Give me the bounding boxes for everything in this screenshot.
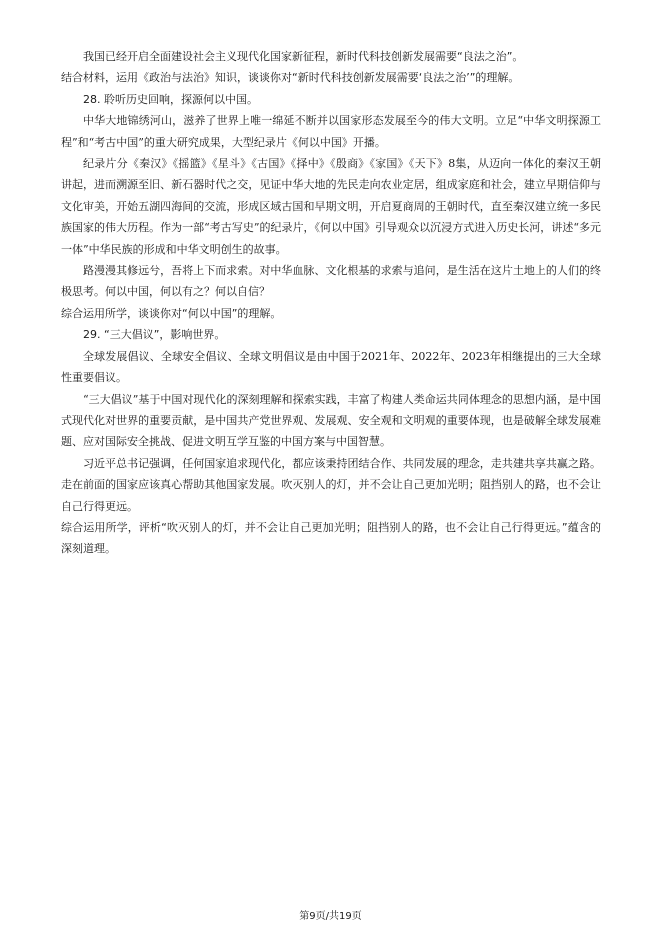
page-number: 第9页/共19页	[299, 911, 362, 922]
question-29-title: 29. “三大倡议”，影响世界。	[83, 328, 226, 342]
question-29-prompt: 综合运用所学，评析“吹灭别人的灯，并不会让自己更加光明；阻挡别人的路，也不会让自己行得更远。”蕴含的深刻道理。	[61, 520, 601, 556]
question-28-material-2: 纪录片分《秦汉》《摇篮》《星斗》《古国》《择中》《殷商》《家国》《天下》8集，从迈向一体化的秦汉王朝讲起，进而溯源至旧、新石器时代之交，见证中华大地的先民走向农业定居，组成家庭和社会，建立早期信仰与文化审美，开始五湖四海间的交流，形成区域古国和早期文明，开启夏商周的王朝时代，直至秦汉建立统一多民族国家的伟大历程。作为一部“考古写史”的纪录片，《何以中国》引导观众以沉浸方式进入历史长河，讲述“多元一体”中华民族的形成和中华文明创生的故事。	[61, 157, 601, 256]
question-29-material-1: 全球发展倡议、全球安全倡议、全球文明倡议是由中国于2021年、2022年、2023年相继提出的三大全球性重要倡议。	[61, 349, 601, 385]
question-29-material-2: “三大倡议”基于中国对现代化的深刻理解和探索实践，丰富了构建人类命运共同体理念的思想内涵，是中国式现代化对世界的重要贡献，是中国共产党世界观、发展观、安全观和文明观的重要体现，也是破解全球发展难题、应对国际安全挑战、促进文明互学互鉴的中国方案与中国智慧。	[61, 392, 601, 449]
question-28-title: 28. 聆听历史回响，探源何以中国。	[83, 92, 258, 106]
question-28-material-1: 中华大地锦绣河山，滋养了世界上唯一绵延不断并以国家形态发展至今的伟大文明。立足“中华文明探源工程”和“考古中国”的重大研究成果，大型纪录片《何以中国》开播。	[61, 114, 601, 149]
question-29-material-3: 习近平总书记强调，任何国家追求现代化，都应该秉持团结合作、共同发展的理念，走共建共享共赢之路。走在前面的国家应该真心帮助其他国家发展。吹灭别人的灯，并不会让自己更加光明；阻挡别人的路，也不会让自己行得更远。	[61, 456, 601, 513]
document-body	[61, 46, 601, 560]
paragraph-intro: 我国已经开启全面建设社会主义现代化国家新征程，新时代科技创新发展需要“良法之治”。	[83, 50, 524, 63]
question-28-material-3: 路漫漫其修远兮，吾将上下而求索。对中华血脉、文化根基的求索与追问，是生活在这片土地上的人们的终极思考。何以中国，何以有之？何以自信？	[61, 264, 601, 299]
question-28-prompt: 综合运用所学，谈谈你对“何以中国”的理解。	[61, 306, 282, 320]
question-27-prompt: 结合材料，运用《政治与法治》知识，谈谈你对“新时代科技创新发展需要‘良法之治’”的理解。	[61, 71, 520, 85]
